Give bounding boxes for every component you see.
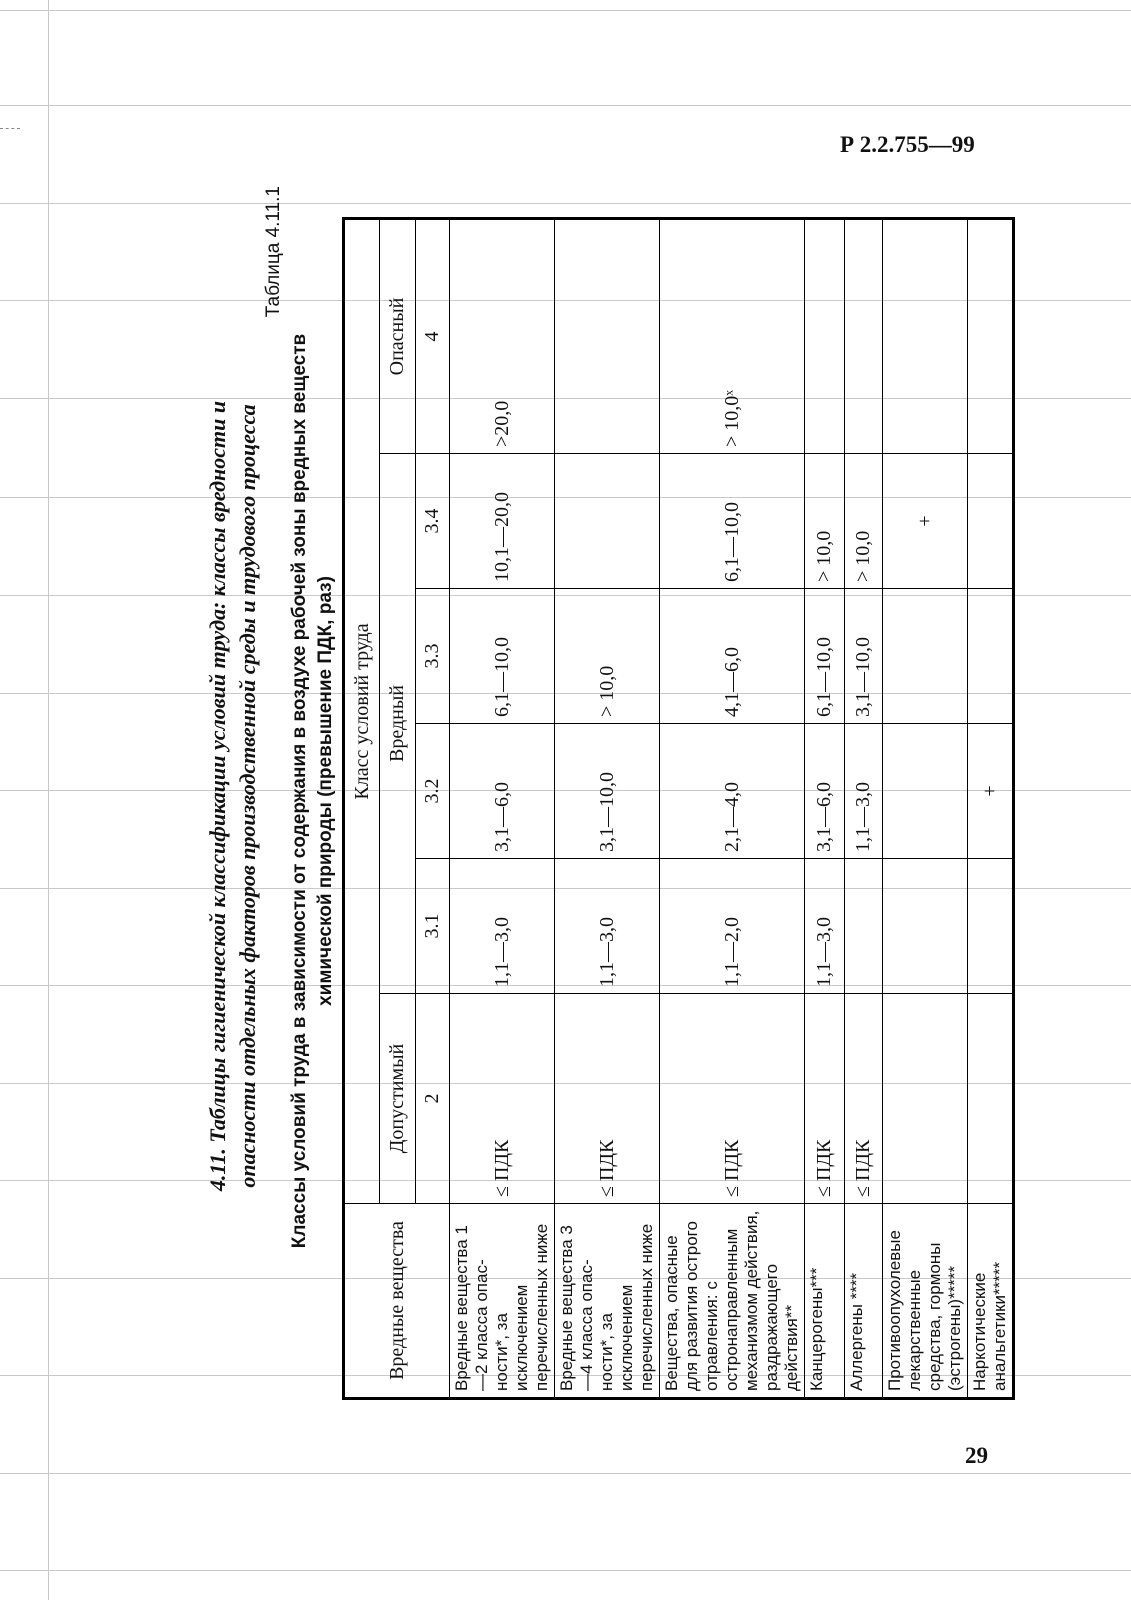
table-cell	[883, 994, 968, 1204]
row-label: Вредные вещества 1—2 класса опасности*, за исключением перечисленных ниже	[450, 1204, 555, 1399]
subclass-header: 3.4	[416, 454, 450, 589]
table-cell: 1,1—3,0	[450, 859, 555, 994]
table-row	[660, 218, 805, 1398]
classification-table	[342, 217, 1015, 1400]
table-cell: 3,1—10,0	[555, 724, 660, 859]
ruled-line	[0, 10, 1131, 11]
ruled-line	[0, 1570, 1131, 1571]
table-cell	[968, 218, 1014, 453]
header-permissible: Допустимый	[380, 994, 416, 1204]
scan-mark	[0, 128, 20, 130]
table-cell	[883, 724, 968, 859]
table-cell: 10,1—20,0	[450, 454, 555, 589]
row-label: Вредные вещества 3—4 класса опасности*, за исключением перечисленных ниже	[555, 1204, 660, 1399]
subclass-header: 3.1	[416, 859, 450, 994]
table-cell	[805, 218, 845, 453]
table-cell: ≤ ПДК	[450, 994, 555, 1204]
table-cell: 6,1—10,0	[450, 589, 555, 724]
table-cell	[883, 218, 968, 453]
table-cell: > 10,0	[805, 454, 845, 589]
table-cell: 6,1—10,0	[660, 454, 805, 589]
table-row	[450, 218, 555, 1398]
table-cell: >20,0	[450, 218, 555, 453]
header-dangerous: Опасный	[380, 218, 416, 453]
row-label: Аллергены ****	[845, 1204, 883, 1399]
subclass-header: 3.3	[416, 589, 450, 724]
header-harmful: Вредный	[380, 454, 416, 994]
table-row	[845, 218, 883, 1398]
row-label: Наркотические анальгетики*****	[968, 1204, 1014, 1399]
table-cell: ≤ ПДК	[805, 994, 845, 1204]
table-cell	[968, 859, 1014, 994]
subclass-header: 4	[416, 218, 450, 453]
table-row	[555, 218, 660, 1398]
table-cell: 6,1—10,0	[805, 589, 845, 724]
row-label: Вещества, опасные для развития острого отравления: с остронаправленным механизмом действия, раздражающего действия**	[660, 1204, 805, 1399]
caption-line-2: химической природы (превышение ПДК, раз)	[315, 576, 336, 1006]
subclass-header: 3.2	[416, 724, 450, 859]
table-cell	[883, 589, 968, 724]
section-title-line-1: 4.11. Таблицы гигиенической классификации условий труда: классы вредности и	[205, 400, 230, 1192]
table-cell	[968, 589, 1014, 724]
margin-line	[48, 0, 49, 1600]
table-cell	[555, 454, 660, 589]
table-cell	[845, 859, 883, 994]
ruled-line	[0, 1473, 1131, 1474]
table-number: Таблица 4.11.1	[263, 186, 284, 318]
table-cell: 1,1—2,0	[660, 859, 805, 994]
table-cell: 3,1—6,0	[805, 724, 845, 859]
caption-line-1: Классы условий труда в зависимости от содержания в воздухе рабочей зоны вредных веществ	[289, 333, 310, 1249]
table-cell: 3,1—10,0	[845, 589, 883, 724]
table-cell: 4,1—6,0	[660, 589, 805, 724]
table-row	[805, 218, 845, 1398]
header-class-group: Класс условий труда	[344, 218, 380, 1203]
page-number: 29	[965, 1443, 988, 1468]
table-cell: > 10,0	[845, 454, 883, 589]
table-row	[883, 218, 968, 1398]
table-row	[968, 218, 1014, 1398]
table-cell: ≤ ПДК	[845, 994, 883, 1204]
table-cell	[968, 454, 1014, 589]
table-cell: 1,1—3,0	[805, 859, 845, 994]
table-cell	[845, 218, 883, 453]
section-title	[203, 206, 263, 1386]
table-cell: +	[883, 454, 968, 589]
table-cell: 1,1—3,0	[555, 859, 660, 994]
table-cell	[555, 218, 660, 453]
table-cell: 3,1—6,0	[450, 724, 555, 859]
table-cell: ≤ ПДК	[555, 994, 660, 1204]
table-cell: > 10,0	[555, 589, 660, 724]
table-cell	[883, 859, 968, 994]
table-cell	[968, 994, 1014, 1204]
table-cell: 1,1—3,0	[845, 724, 883, 859]
table-cell: +	[968, 724, 1014, 859]
row-label: Канцерогены***	[805, 1204, 845, 1399]
table-cell: ≤ ПДК	[660, 994, 805, 1204]
ruled-line	[0, 105, 1131, 106]
header-substances: Вредные вещества	[344, 1204, 450, 1399]
section-title-line-2: опасности отдельных факторов производственной среды и трудового процесса	[235, 404, 260, 1188]
table-caption	[287, 236, 339, 1346]
table-cell: 2,1—4,0	[660, 724, 805, 859]
rotated-table-block	[197, 186, 1009, 1426]
subclass-header: 2	[416, 994, 450, 1204]
row-label: Противоопухолевые лекарственные средства, гормоны (эстрогены)*****	[883, 1204, 968, 1399]
table-cell: > 10,0ˣ	[660, 218, 805, 453]
document-code: Р 2.2.755—99	[840, 132, 975, 157]
